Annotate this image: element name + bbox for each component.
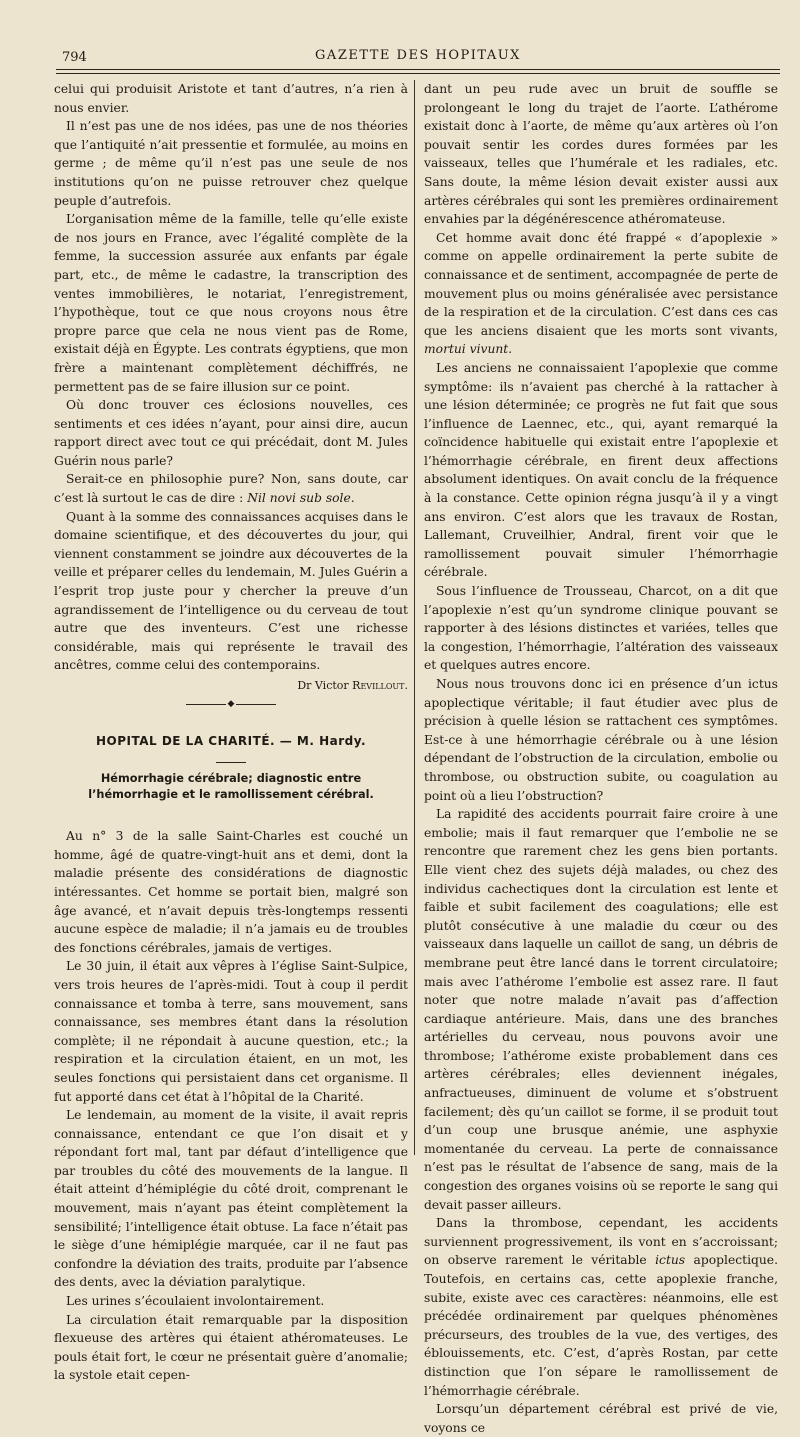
paragraph: Lorsqu’un département cérébral est privé de vie, voyons ce [424,1402,778,1435]
paragraph: dant un peu rude avec un bruit de souffle se prolongeant le long du trajet de l’aorte. L’athérome existait donc à l’aorte, de même qu’aux artères où l’on pouvait sentir les cordes dures formées par les vaisseaux, telles que l’humérale et les radiales, etc. Sans doute, la même lésion devait exister aussi aux artères cérébrales qui sont les premières ordinairement envahies par la dégénérescence athéromateuse. [424,82,778,227]
paragraph: Où donc trouver ces éclosions nouvelles, ces sentiments et ces idées n’ayant, pour ainsi dire, aucun rapport direct avec tout ce qui précédait, dont M. Jules Guérin nous parle? [54,398,408,468]
header-rule-double [56,73,780,74]
latin-quote: Nil novi sub sole. [247,491,355,506]
paragraph: Sous l’influence de Trousseau, Charcot, on a dit que l’apoplexie n’est qu’un syndrome clinique pouvant se rapporter à des lésions distinctes et variées, telles que la congestion, l’hémorrhagie, l’altération des vaisseaux et quelques autres encore. [424,584,778,673]
latin-quote: mortui vivunt. [424,342,513,357]
paragraph: Il n’est pas une de nos idées, pas une de nos théories que l’antiquité n’ait pressentie et formulée, au moins en germe ; de même qu’il n’est pas une seule de nos institutions qu’on ne puisse retrouver chez quelque peuple d’autrefois. [54,119,408,208]
page-header [56,44,780,66]
paragraph: La rapidité des accidents pourrait faire croire à une embolie; mais il faut remarquer que l’embolie ne se rencontre que rarement chez les gens bien portants. Elle vient chez des sujets déjà malades, ou chez des individus cachectiques dont la circulation est lente et faible et subit facilement des coagulations; elle est plutôt consécutive à une maladie du cœur ou des vaisseaux dans laquelle un caillot de sang, un débris de membrane peut être lancé dans le torrent circulatoire; mais avec l’athérome l’embolie est assez rare. Il faut noter que notre malade n’avait pas d’affection cardiaque antérieure. Mais, dans une des branches artérielles du cerveau, nous pouvons avoir une thrombose; l’athérome existe probablement dans ces artères cérébrales; elles deviennent inégales, anfractueuses, diminuent de volume et s’obstruent facilement; dès qu’un caillot se forme, il se produit tout d’un coup une brusque anémie, une asphyxie momentanée du cerveau. La perte de connaissance n’est pas le résultat de l’absence de sang, mais de la congestion des organes voisins où se reporte le sang qui devait passer ailleurs. [424,807,778,1212]
title-rule [216,762,246,763]
paragraph-text: Cet homme avait donc été frappé « d’apoplexie » comme on appelle ordinairement la perte subite de connaissance et de sentiment, accompagnée de perte de mouvement plus ou moins généralisée avec persistance de la respiration et de la circulation. C’est dans ces cas que les anciens disaient que les morts sont vivants, [424,230,778,338]
author-signature [54,677,408,696]
right-column [424,80,778,1435]
paragraph: celui qui produisit Aristote et tant d’autres, n’a rien à nous envier. [54,82,408,115]
paragraph: Le lendemain, au moment de la visite, il avait repris connaissance, entendant ce que l’on disait et y répondant fort mal, tant par défaut d’intelligence que par troubles du côté des mouvements de la langue. Il était atteint d’hémiplégie du côté droit, comprenant le mouvement, mais n’ayant pas éteint complètement la sensibilité; l’intelligence était obtuse. La face n’était pas le siège d’une hémiplégie marquée, car il ne faut pas confondre la déviation des traits, produite par l’absence des dents, avec la déviation paralytique. [54,1108,408,1290]
page-number: 794 [62,50,87,65]
paragraph-text: Serait-ce en philosophie pure? Non, sans doute, car c’est là surtout le cas de dire : [54,472,408,506]
paragraph: Les anciens ne connaissaient l’apoplexie que comme symptôme: ils n’avaient pas cherché à la rattacher à une lésion déterminée; ce progrès ne fut fait que sous l’influence de Laennec, etc., qui, ayant remarqué la coïncidence habituelle qui existait entre l’apoplexie et l’hémorrhagie cérébrale, en firent deux affections absolument identiques. On avait conclu de la fréquence à la constance. Cette opinion régna jusqu’à il y a vingt ans environ. C’est alors que les travaux de Rostan, Lallemant, Cruveilhier, Andral, firent voir que le ramollissement pouvait simuler l’hémorrhagie cérébrale. [424,360,778,580]
paragraph: Au n° 3 de la salle Saint-Charles est couché un homme, âgé de quatre-vingt-huit ans et demi, dont la maladie présente des considérations de diagnostic intéressantes. Cet homme se portait bien, malgré son âge avancé, et n’avait depuis très-longtemps ressenti aucune espèce de maladie; il n’a jamais eu de troubles des fonctions cérébrales, jamais de vertiges. [54,829,408,955]
section-title: HOPITAL DE LA CHARITÉ. — M. Hardy. [95,733,367,748]
paragraph-text: apoplectique. Toutefois, en certains cas, cette apoplexie franche, subite, existe avec ces caractères: néanmoins, elle est précédée ordinairement par quelques phénomènes précurseurs, des troubles de la vue, des vertiges, des éblouissements, etc. C’est, d’après Rostan, par cette distinction que l’on sépare le ramollissement de l’hémorrhagie cérébrale. [424,1253,778,1398]
paragraph: Nous nous trouvons donc ici en présence d’un ictus apoplectique véritable; il faut étudier avec plus de précision à quelle lésion se rattachent ces symptômes. Est-ce à une hémorrhagie cérébrale ou à une lésion dépendant de l’obstruction de la circulation, embolie ou thrombose, ou obstruction subite, ou coagulation au point où a lieu l’obstruction? [424,677,778,803]
paragraph: L’organisation même de la famille, telle qu’elle existe de nos jours en France, avec l’égalité complète de la femme, la succession assurée aux enfants par égale part, etc., de même le cadastre, la transcription des ventes immobilières, le notariat, l’enregistrement, l’hypothèque, tout ce que nous croyons nous être propre parce que cela ne nous vient pas de Rome, existait déjà en Égypte. Les contrats égyptiens, que mon frère a maintenant complètement déchiffrés, ne permettent pas de se faire illusion sur ce point. [54,212,408,394]
latin-term: ictus [655,1253,686,1268]
column-separator [414,80,415,1155]
paragraph: La circulation était remarquable par la disposition flexueuse des artères qui étaient athéromateuses. Le pouls était fort, le cœur ne présentait guère d’anomalie; la systole etait cepen- [54,1312,408,1383]
left-column [54,80,408,1383]
signature-prefix: Dr Victor [297,679,349,692]
paragraph [424,1214,778,1400]
paragraph [54,470,408,507]
journal-title: GAZETTE DES HOPITAUX [315,48,521,63]
section-divider [186,698,276,714]
paragraph-text: Dans la thrombose, cependant, les accidents surviennent progressivement, ils vont en s’accroissant; on observe rarement le véritable [424,1216,778,1268]
divider-ornament: ◆ [227,698,235,709]
paragraph: Les urines s’écoulaient involontairement. [66,1294,325,1309]
header-rule [56,69,780,70]
subsection-title: Hémorrhagie cérébrale; diagnostic entre l’hémorrhagie et le ramollissement cérébral. [88,772,374,802]
paragraph: Le 30 juin, il était aux vêpres à l’église Saint-Sulpice, vers trois heures de l’après-midi. Tout à coup il perdit connaissance et tomba à terre, sans mouvement, sans connaissance, ses membres étant dans la résolution complète; il ne répondait à aucune question, etc.; la respiration et la circulation étaient, en un mot, les seules fonctions qui persistaient dans cet organisme. Il fut apporté dans cet état à l’hôpital de la Charité. [54,959,408,1104]
paragraph: Quant à la somme des connaissances acquises dans le domaine scientifique, et des découvertes du jour, qui viennent constamment se joindre aux découvertes de la veille et préparer celles du lendemain, M. Jules Guérin a l’esprit trop juste pour y chercher la preuve d’un agrandissement de l’intelligence ou du cerveau de tout autre que des inventeurs. C’est une richesse considérable, mais qui représente le travail des ancêtres, comme celui des contemporains. [54,509,408,673]
signature-name: Revillout. [352,679,408,692]
paragraph [424,229,778,359]
